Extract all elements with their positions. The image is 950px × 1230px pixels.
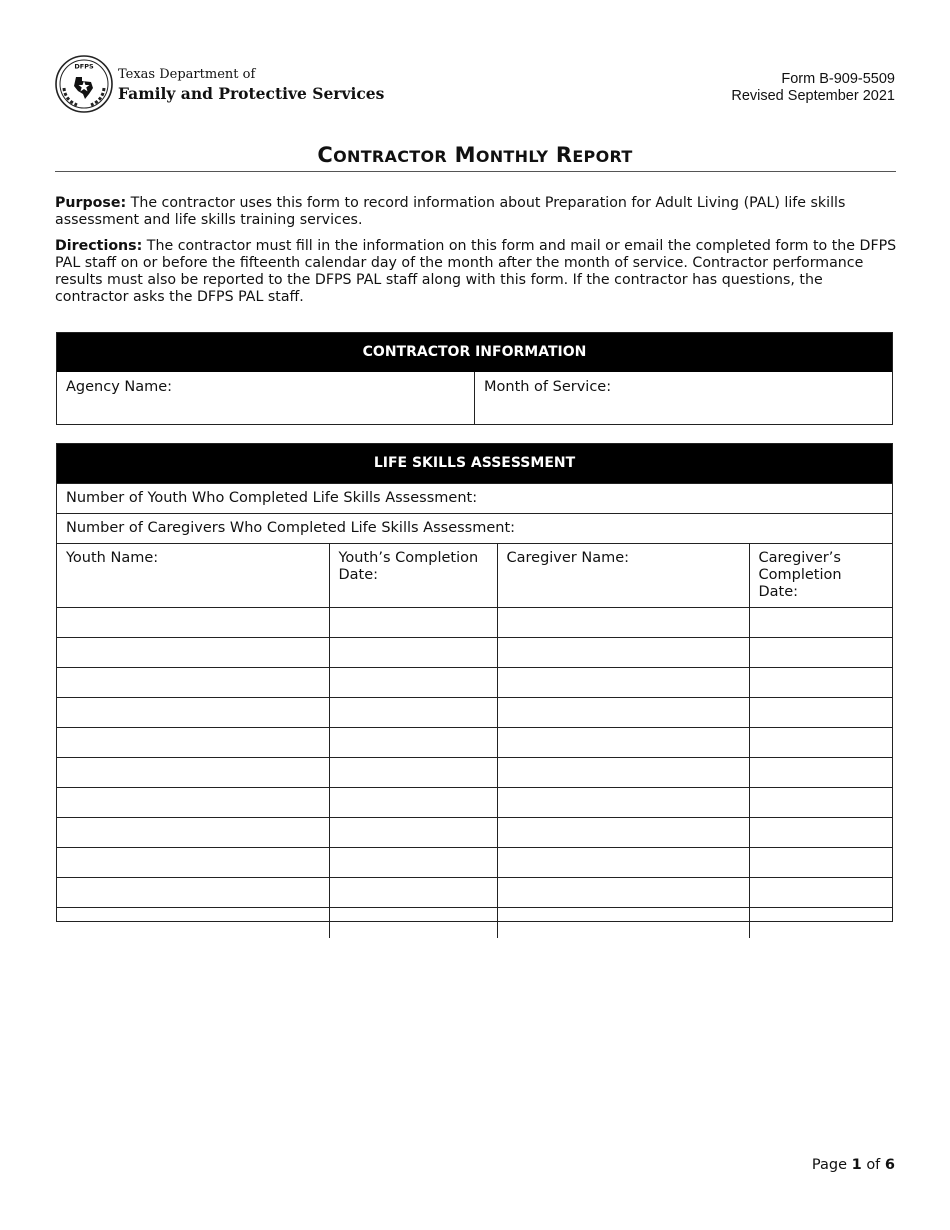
caregiver-date-cell[interactable] bbox=[749, 668, 892, 698]
purpose-label: Purpose: bbox=[55, 195, 127, 211]
caregiver-name-cell[interactable] bbox=[497, 878, 749, 908]
table-row bbox=[57, 908, 892, 938]
youth-count-field[interactable] bbox=[57, 483, 892, 513]
caregiver-name-cell[interactable] bbox=[497, 818, 749, 848]
caregiver-date-cell[interactable] bbox=[749, 788, 892, 818]
life-skills-assessment-section bbox=[56, 443, 893, 922]
youth-date-cell[interactable] bbox=[329, 878, 497, 908]
table-row bbox=[57, 698, 892, 728]
agency-name-field[interactable] bbox=[57, 372, 475, 424]
caregiver-name-cell[interactable] bbox=[497, 698, 749, 728]
youth-name-cell[interactable] bbox=[57, 878, 329, 908]
youth-name-cell[interactable] bbox=[57, 818, 329, 848]
caregiver-date-cell[interactable] bbox=[749, 908, 892, 938]
youth-name-cell[interactable] bbox=[57, 788, 329, 818]
youth-date-cell[interactable] bbox=[329, 788, 497, 818]
agency-line1: Texas Department of bbox=[118, 67, 256, 82]
youth-date-cell[interactable] bbox=[329, 818, 497, 848]
youth-date-cell[interactable] bbox=[329, 848, 497, 878]
caregiver-date-cell[interactable] bbox=[749, 818, 892, 848]
table-row bbox=[57, 848, 892, 878]
caregiver-name-cell[interactable] bbox=[497, 638, 749, 668]
column-header-caregiver-completion-date: Caregiver’s Completion Date: bbox=[749, 544, 892, 608]
caregiver-name-cell[interactable] bbox=[497, 668, 749, 698]
youth-date-cell[interactable] bbox=[329, 668, 497, 698]
form-identifier bbox=[731, 71, 895, 105]
table-row bbox=[57, 608, 892, 638]
youth-date-cell[interactable] bbox=[329, 908, 497, 938]
svg-text:DFPS: DFPS bbox=[74, 62, 94, 71]
caregiver-date-cell[interactable] bbox=[749, 728, 892, 758]
youth-name-cell[interactable] bbox=[57, 728, 329, 758]
youth-name-cell[interactable] bbox=[57, 758, 329, 788]
directions-text: The contractor must fill in the information on this form and mail or email the completed form to the DFPS PAL staff on or before the fifteenth calendar day of the month after the month of service. Contractor performance results must also be reported to the DFPS PAL staff along with this form. If the contractor has questions, the contractor asks the DFPS PAL staff. bbox=[55, 238, 897, 305]
column-header-youth-name: Youth Name: bbox=[57, 544, 329, 608]
month-of-service-field[interactable] bbox=[475, 372, 892, 424]
youth-date-cell[interactable] bbox=[329, 758, 497, 788]
youth-name-cell[interactable] bbox=[57, 908, 329, 938]
column-header-caregiver-name: Caregiver Name: bbox=[497, 544, 749, 608]
caregiver-date-cell[interactable] bbox=[749, 878, 892, 908]
directions-label: Directions: bbox=[55, 238, 143, 254]
caregiver-name-cell[interactable] bbox=[497, 908, 749, 938]
contractor-information-section bbox=[56, 332, 893, 425]
caregiver-count-label: Number of Caregivers Who Completed Life Skills Assessment: bbox=[66, 520, 516, 536]
caregiver-date-cell[interactable] bbox=[749, 608, 892, 638]
youth-date-cell[interactable] bbox=[329, 728, 497, 758]
page-title: CONTRACTOR MONTHLY REPORT bbox=[317, 143, 633, 167]
caregiver-name-cell[interactable] bbox=[497, 848, 749, 878]
caregiver-name-cell[interactable] bbox=[497, 608, 749, 638]
contractor-information-heading: CONTRACTOR INFORMATION bbox=[57, 333, 892, 372]
agency-line2: Family and Protective Services bbox=[118, 84, 385, 103]
youth-date-cell[interactable] bbox=[329, 608, 497, 638]
youth-name-cell[interactable] bbox=[57, 668, 329, 698]
caregiver-date-cell[interactable] bbox=[749, 848, 892, 878]
month-of-service-label: Month of Service: bbox=[484, 379, 612, 395]
caregiver-name-cell[interactable] bbox=[497, 728, 749, 758]
life-skills-assessment-heading: LIFE SKILLS ASSESSMENT bbox=[57, 444, 892, 483]
caregiver-count-field[interactable] bbox=[57, 513, 892, 543]
form-number: Form B-909-5509 bbox=[781, 71, 895, 87]
caregiver-name-cell[interactable] bbox=[497, 788, 749, 818]
table-row bbox=[57, 668, 892, 698]
purpose-text: The contractor uses this form to record information about Preparation for Adult Living (PAL) life skills assessment and life skills training services. bbox=[55, 195, 846, 228]
caregiver-date-cell[interactable] bbox=[749, 698, 892, 728]
page-number: Page 1 of 6 bbox=[811, 1157, 895, 1173]
agency-name bbox=[118, 65, 384, 103]
youth-date-cell[interactable] bbox=[329, 698, 497, 728]
table-row bbox=[57, 818, 892, 848]
agency-name-label: Agency Name: bbox=[66, 379, 173, 395]
table-row bbox=[57, 878, 892, 908]
column-header-youth-completion-date: Youth’s Completion Date: bbox=[329, 544, 497, 608]
youth-name-cell[interactable] bbox=[57, 848, 329, 878]
caregiver-name-cell[interactable] bbox=[497, 758, 749, 788]
purpose-paragraph bbox=[55, 195, 900, 229]
youth-date-cell[interactable] bbox=[329, 638, 497, 668]
table-row bbox=[57, 758, 892, 788]
table-header-row bbox=[57, 544, 892, 608]
assessment-table bbox=[57, 543, 892, 938]
revised-date: Revised September 2021 bbox=[731, 88, 895, 104]
youth-name-cell[interactable] bbox=[57, 698, 329, 728]
directions-paragraph bbox=[55, 238, 900, 306]
title-divider bbox=[55, 171, 896, 172]
table-row bbox=[57, 728, 892, 758]
dfps-seal-logo bbox=[55, 55, 113, 113]
caregiver-date-cell[interactable] bbox=[749, 758, 892, 788]
youth-name-cell[interactable] bbox=[57, 638, 329, 668]
page-header bbox=[55, 55, 895, 115]
youth-name-cell[interactable] bbox=[57, 608, 329, 638]
youth-count-label: Number of Youth Who Completed Life Skills Assessment: bbox=[66, 490, 478, 506]
table-row bbox=[57, 638, 892, 668]
table-row bbox=[57, 788, 892, 818]
caregiver-date-cell[interactable] bbox=[749, 638, 892, 668]
